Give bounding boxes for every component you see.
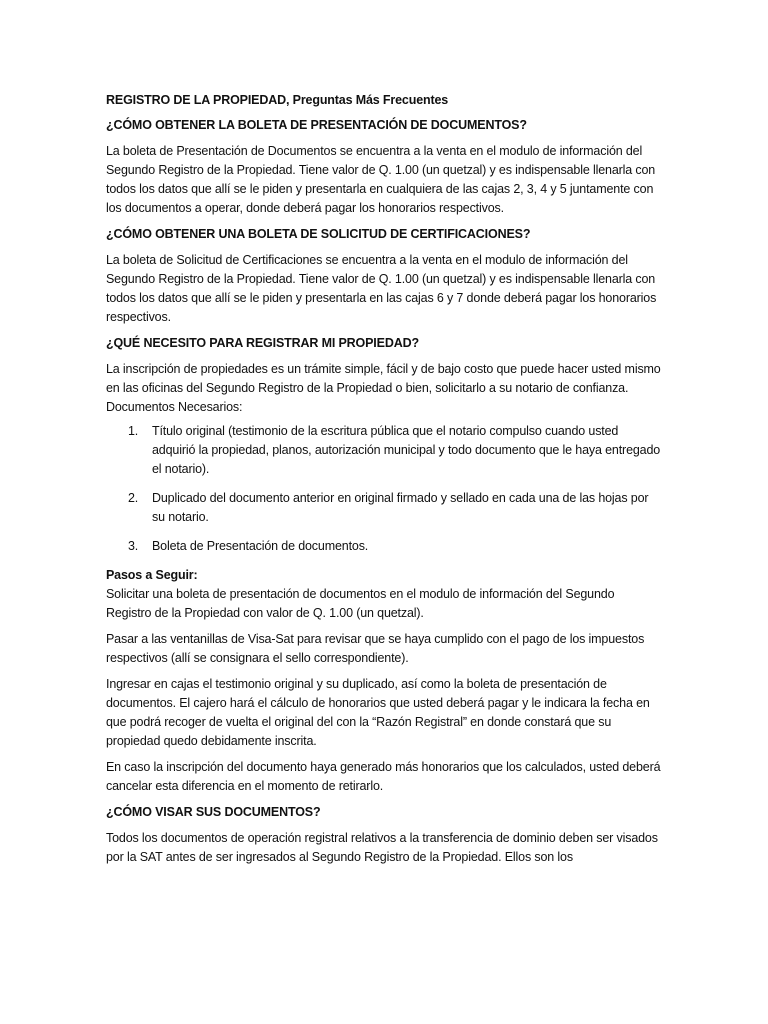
section-heading-boleta-certificaciones: ¿CÓMO OBTENER UNA BOLETA DE SOLICITUD DE CERTIFICACIONES? xyxy=(106,227,531,241)
documentos-necesarios-list xyxy=(106,422,662,556)
list-item-text: Título original (testimonio de la escritura pública que el notario compulso cuando usted adquirió la propiedad, planos, autorización municipal y todo documento que le haya entregado el notario). xyxy=(152,424,661,476)
section-heading-visar-documentos: ¿CÓMO VISAR SUS DOCUMENTOS? xyxy=(106,805,321,819)
step-paragraph: Solicitar una boleta de presentación de documentos en el modulo de información del Segundo Registro de la Propiedad con valor de Q. 1.00 (un quetzal). xyxy=(106,587,615,620)
list-item xyxy=(106,537,662,556)
documentos-necesarios-label: Documentos Necesarios: xyxy=(106,400,243,414)
section-heading-registrar-propiedad: ¿QUÉ NECESITO PARA REGISTRAR MI PROPIEDAD? xyxy=(106,336,419,350)
document-title: REGISTRO DE LA PROPIEDAD, Preguntas Más Frecuentes xyxy=(106,93,449,107)
list-item-text: Boleta de Presentación de documentos. xyxy=(152,539,369,553)
list-item xyxy=(106,489,662,527)
document-page xyxy=(106,91,662,874)
section-paragraph-boleta-certificaciones: La boleta de Solicitud de Certificaciones se encuentra a la venta en el modulo de información del Segundo Registro de la Propiedad. Tiene valor de Q. 1.00 (un quetzal) y es indispensable llenarla con todos los datos que allí se le piden y presentarla en las cajas 6 y 7 donde deberá pagar los honorarios respectivos. xyxy=(106,253,657,324)
section-heading-boleta-presentacion: ¿CÓMO OBTENER LA BOLETA DE PRESENTACIÓN DE DOCUMENTOS? xyxy=(106,118,527,132)
section-paragraph-registrar-propiedad: La inscripción de propiedades es un trámite simple, fácil y de bajo costo que puede hacer usted mismo en las oficinas del Segundo Registro de la Propiedad o bien, solicitarlo a su notario de confianza. xyxy=(106,362,661,395)
list-item-text: Duplicado del documento anterior en original firmado y sellado en cada una de las hojas por su notario. xyxy=(152,491,649,524)
step-paragraph: Pasar a las ventanillas de Visa-Sat para revisar que se haya cumplido con el pago de los impuestos respectivos (allí se consignara el sello correspondiente). xyxy=(106,632,645,665)
section-paragraph-visar-documentos: Todos los documentos de operación registral relativos a la transferencia de dominio deben ser visados por la SAT antes de ser ingresados al Segundo Registro de la Propiedad. Ellos son los xyxy=(106,831,658,864)
step-paragraph: En caso la inscripción del documento haya generado más honorarios que los calculados, usted deberá cancelar esta diferencia en el momento de retirarlo. xyxy=(106,760,661,793)
list-item-number: 2. xyxy=(128,491,139,505)
list-item xyxy=(106,422,662,479)
list-item-number: 3. xyxy=(128,539,139,553)
section-paragraph-boleta-presentacion: La boleta de Presentación de Documentos se encuentra a la venta en el modulo de información del Segundo Registro de la Propiedad. Tiene valor de Q. 1.00 (un quetzal) y es indispensable llenarla con todos los datos que allí se le piden y presentarla en cualquiera de las cajas 2, 3, 4 y 5 juntamente con los documentos a operar, donde deberá pagar los honorarios respectivos. xyxy=(106,144,656,215)
step-paragraph: Ingresar en cajas el testimonio original y su duplicado, así como la boleta de presentación de documentos. El cajero hará el cálculo de honorarios que usted deberá pagar y le indicara la fecha en que podrá recoger de vuelta el original del con la “Razón Registral” en donde constará que su propiedad quedo debidamente inscrita. xyxy=(106,677,650,748)
list-item-number: 1. xyxy=(128,424,139,438)
pasos-a-seguir-label: Pasos a Seguir: xyxy=(106,568,198,582)
